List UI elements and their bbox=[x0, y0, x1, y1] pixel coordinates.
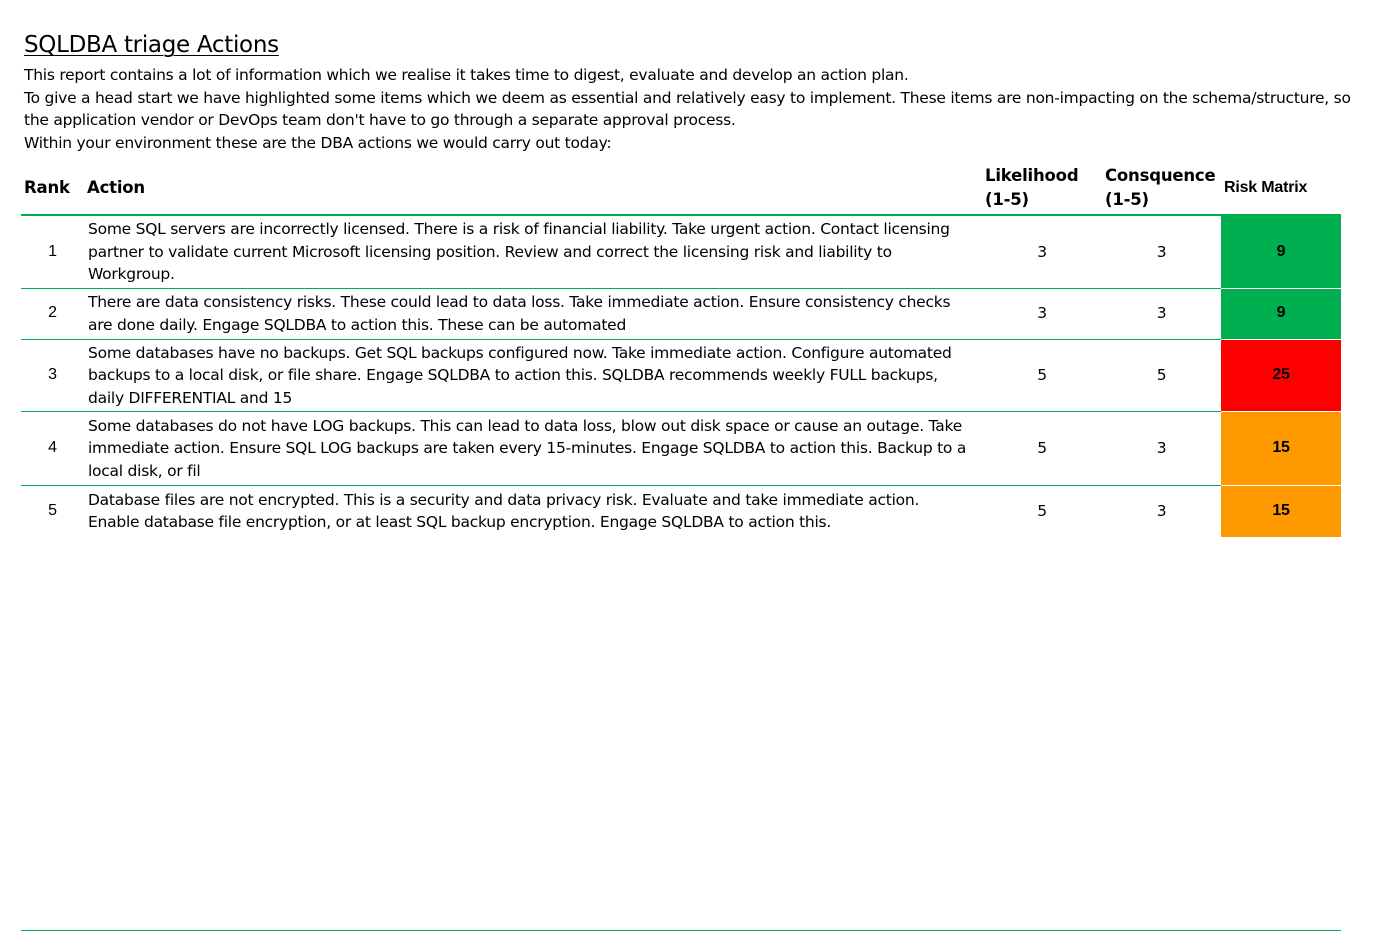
action-cell: Some databases have no backups. Get SQL backups configured now. Take immediate action. Configure automated backups to a local disk, or file share. Engage SQLDBA to action this. SQLDBA recommends weekly FULL backups, daily DIFFERENTIAL and 15 bbox=[84, 339, 982, 412]
triage-actions-table bbox=[21, 160, 1341, 537]
rank-cell: 1 bbox=[21, 215, 84, 288]
risk-matrix-cell: 15 bbox=[1221, 412, 1341, 486]
table-row bbox=[21, 288, 1341, 339]
risk-matrix-cell: 9 bbox=[1221, 215, 1341, 288]
likelihood-cell: 3 bbox=[982, 215, 1102, 288]
intro-text bbox=[24, 64, 1354, 154]
likelihood-cell: 3 bbox=[982, 288, 1102, 339]
intro-paragraph: Within your environment these are the DBA actions we would carry out today: bbox=[24, 133, 612, 152]
action-cell: Some SQL servers are incorrectly licensed. There is a risk of financial liability. Take urgent action. Contact licensing partner to validate current Microsoft licensing position. Review and correct the licensing risk and liability to Workgroup. bbox=[84, 215, 982, 288]
consequence-cell: 3 bbox=[1102, 412, 1221, 486]
consequence-cell: 3 bbox=[1102, 288, 1221, 339]
rank-cell: 3 bbox=[21, 339, 84, 412]
table-header-row bbox=[21, 160, 1341, 215]
footer-divider bbox=[21, 930, 1341, 931]
likelihood-cell: 5 bbox=[982, 412, 1102, 486]
column-header-consequence: Consquence (1-5) bbox=[1102, 160, 1221, 215]
action-cell: There are data consistency risks. These could lead to data loss. Take immediate action. Ensure consistency checks are done daily. Engage SQLDBA to action this. These can be automated bbox=[84, 288, 982, 339]
likelihood-cell: 5 bbox=[982, 339, 1102, 412]
action-cell: Some databases do not have LOG backups. This can lead to data loss, blow out disk space or cause an outage. Take immediate action. Ensure SQL LOG backups are taken every 15-minutes. Engage SQLDBA to action this. Backup to a local disk, or fil bbox=[84, 412, 982, 486]
consequence-cell: 3 bbox=[1102, 215, 1221, 288]
consequence-cell: 5 bbox=[1102, 339, 1221, 412]
consequence-cell: 3 bbox=[1156, 502, 1167, 520]
page-title: SQLDBA triage Actions bbox=[24, 32, 279, 58]
risk-matrix-cell: 9 bbox=[1221, 288, 1341, 339]
column-header-likelihood: Likelihood (1-5) bbox=[982, 160, 1102, 215]
risk-matrix-cell: 15 bbox=[1221, 486, 1341, 537]
table-row bbox=[21, 412, 1341, 486]
column-header-risk-matrix: Risk Matrix bbox=[1221, 160, 1341, 215]
table-row bbox=[21, 339, 1341, 412]
rank-cell: 5 bbox=[48, 502, 57, 519]
action-cell: Database files are not encrypted. This is a security and data privacy risk. Evaluate and take immediate action. Enable database file encryption, or at least SQL backup encryption. Engage SQLDBA to action this. bbox=[88, 490, 920, 532]
table-row bbox=[21, 486, 1341, 537]
intro-paragraph: To give a head start we have highlighted some items which we deem as essential and relatively easy to implement. These items are non-impacting on the schema/structure, so the application vendor or DevOps team don't have to go through a separate approval process. bbox=[24, 88, 1351, 129]
rank-cell: 2 bbox=[21, 288, 84, 339]
column-header-rank: Rank bbox=[21, 160, 84, 215]
risk-matrix-cell: 25 bbox=[1221, 339, 1341, 412]
rank-cell: 4 bbox=[21, 412, 84, 486]
likelihood-cell: 5 bbox=[1037, 502, 1047, 520]
column-header-action: Action bbox=[84, 160, 982, 215]
table-row bbox=[21, 215, 1341, 288]
intro-paragraph: This report contains a lot of information which we realise it takes time to digest, evaluate and develop an action plan. bbox=[24, 66, 909, 84]
